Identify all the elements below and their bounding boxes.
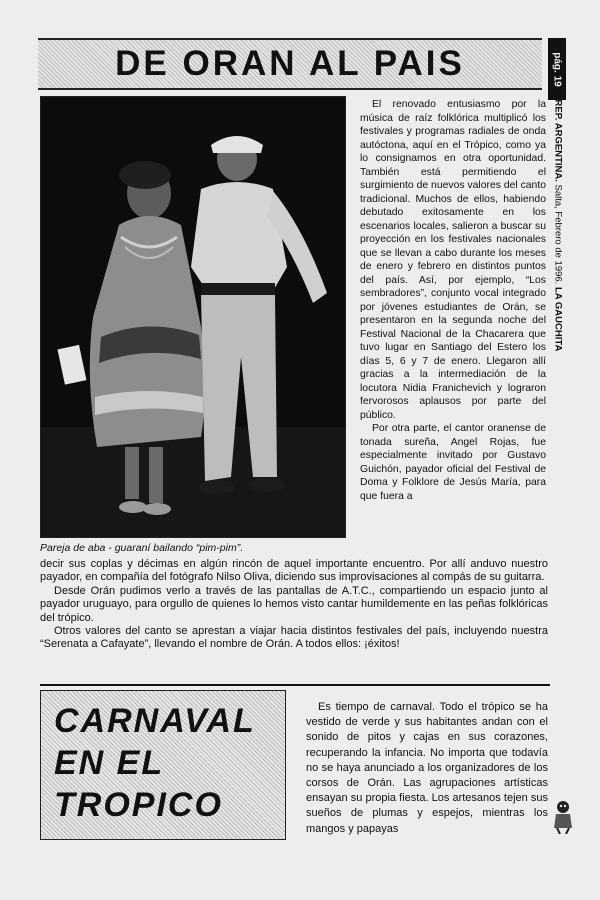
heading-line: EN EL: [54, 744, 165, 782]
publication-date: Salta, Febrero de 1996.: [552, 181, 564, 287]
mascot-icon: [552, 798, 574, 834]
publication-name: LA GAUCHITA: [552, 286, 564, 352]
heading-line: TROPICO: [54, 786, 223, 824]
section-divider: [40, 684, 550, 686]
article-paragraph: El renovado entusiasmo por la música de raíz folklórica multiplicó los festivales y programas radiales de onda autóctona, aquí en el Trópico, como ya lo consignamos en otra oportunidad. También está permitiendo el surgimiento de nuevos valores del canto tradicional. Muchos de ellos, habiendo debutado exitosamente en los escenarios locales, salieron a buscar su proyección en los festivales nacionales que se llevan a cabo durante los meses de enero y febrero en distintos puntos del país. Así, por ejemplo, “Los sembradores”, conjunto vocal integrado por jóvenes estudiantes de Orán, se presentaron en la segunda noche del Festival Nacional de la Chacarera que tuvo lugar en Santiago del Estero los días 5, 6 y 7 de enero. Llegaron allí gracias a la intermediación de la locutora Nidia Franichevich y lograron fervorosos aplausos por parte del público.: [360, 99, 546, 421]
article-column-right: [360, 98, 546, 503]
article-paragraph: Desde Orán pudimos verlo a través de las pantallas de A.T.C., compartiendo un espacio junto al payador uruguayo, para orgullo de quienes lo hemos visto cantar humildemente en las peñas folklóricas del trópico.: [40, 584, 548, 624]
article-full-width: [40, 558, 548, 652]
article-paragraph: Otros valores del canto se aprestan a viajar hacia distintos festivales del país, incluyendo nuestra “Serenata a Cafayate”, llevando el nombre de Orán. A todos ellos: ¡éxitos!: [40, 625, 548, 651]
dancing-couple-photo: [40, 96, 346, 538]
article-paragraph: Por otra parte, el cantor oranense de tonada sureña, Angel Rojas, fue especialmente invitado por Gustavo Guichón, payador oficial del Festival de Doma y Folklore de Jesús María, para que fuera a: [360, 423, 546, 502]
page-number-tab: [548, 38, 566, 100]
article-paragraph: Es tiempo de carnaval. Todo el trópico se ha vestido de verde y sus habitantes andan con el sonido de pitos y cajas en sus corazones, recuperando la infancia. No importa que todavía no se haya anunciado a los organizadores de los corsos de Orán. Las agrupaciones artísticas ensayan su propia fiesta. Los artesanos tejen sus sueños de plumas y espejos, mientras los mangos y papayas: [306, 701, 548, 835]
publication-country: REP. ARGENTINA.: [552, 99, 564, 182]
page-title: DE ORAN AL PAIS: [115, 44, 465, 83]
carnaval-article: [306, 700, 548, 837]
article-paragraph: decir sus coplas y décimas en algún rincón de aquel importante encuentro. Por allí anduvo nuestro payador, en compañía del fotógrafo Nilso Oliva, diciendo sus improvisaciones al compás de su guitarra.: [40, 558, 548, 584]
page-number: pág. 19: [551, 51, 563, 87]
carnaval-heading: [54, 700, 294, 826]
photo-caption: Pareja de aba - guaraní bailando “pim-pim”.: [40, 542, 244, 554]
heading-line: CARNAVAL: [54, 702, 256, 740]
